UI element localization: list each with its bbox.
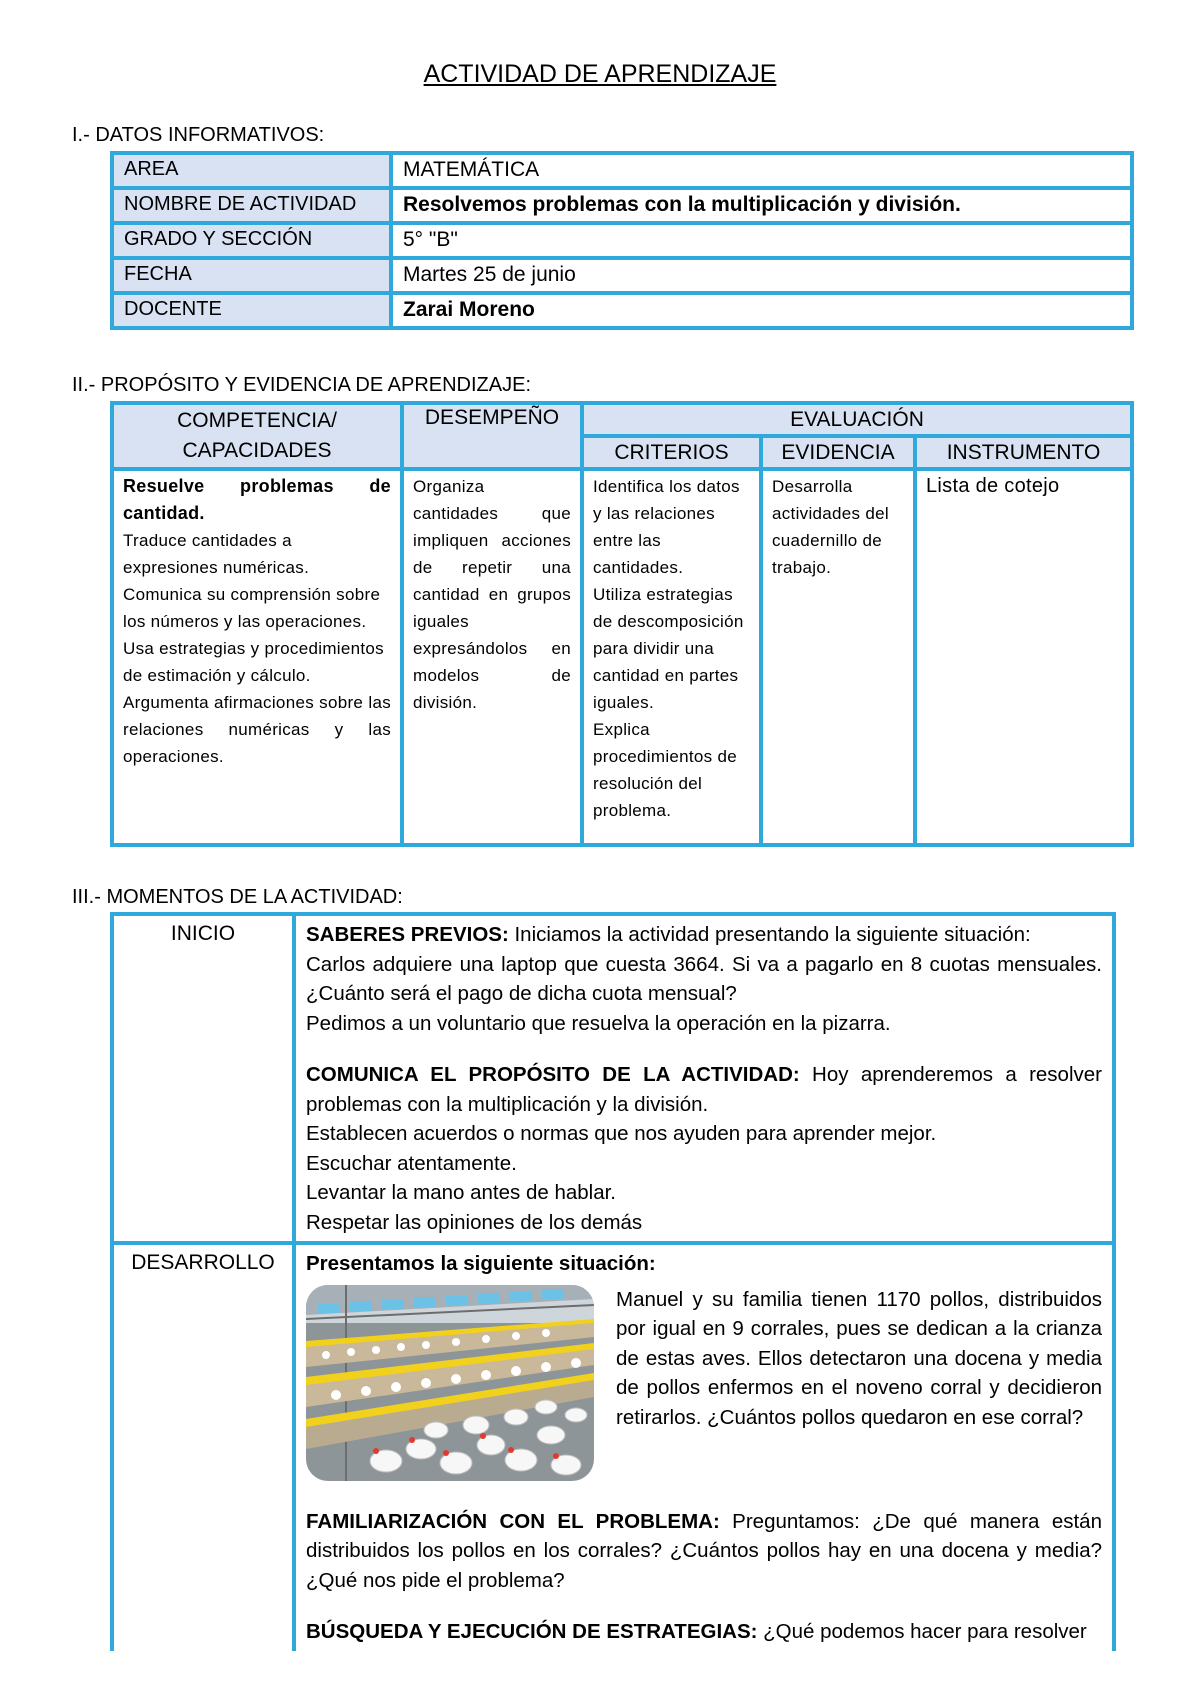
header-criterios: CRITERIOS xyxy=(582,436,761,469)
capacidad-item: Comunica su comprensión sobre los números y las operaciones. xyxy=(123,585,381,631)
capacidad-item: Usa estrategias y procedimientos de estimación y cálculo. xyxy=(123,639,384,685)
datos-label: AREA xyxy=(112,153,391,188)
datos-row-docente xyxy=(112,293,1132,328)
datos-label: GRADO Y SECCIÓN xyxy=(112,223,391,258)
datos-row-fecha xyxy=(112,258,1132,293)
evidencia-cell: Desarrolla actividades del cuadernillo de trabajo. xyxy=(761,469,915,845)
proposito-header-row xyxy=(112,403,1132,436)
acuerdo-item: Respetar las opiniones de los demás xyxy=(306,1210,643,1234)
momento-inicio-label: INICIO xyxy=(112,914,294,1243)
saberes-previos xyxy=(306,920,1102,950)
proposito-statement xyxy=(306,1060,1102,1119)
criterios-cell xyxy=(582,469,761,845)
datos-informativos-table xyxy=(110,151,1134,330)
familiarizacion-text: Preguntamos: ¿De qué manera están distribuidos los pollos en los corrales? ¿Cuántos pollos hay en una docena y media? ¿Qué nos pide el problema? xyxy=(306,1509,1102,1592)
datos-row-actividad xyxy=(112,188,1132,223)
section-3-heading: III.- MOMENTOS DE LA ACTIVIDAD: xyxy=(72,886,403,908)
capacidad-item: Argumenta afirmaciones sobre las relaciones numéricas y las operaciones. xyxy=(123,693,391,766)
datos-value: Zarai Moreno xyxy=(391,293,1132,328)
proposito-body-row xyxy=(112,469,1132,845)
datos-label: NOMBRE DE ACTIVIDAD xyxy=(112,188,391,223)
familiarizacion xyxy=(306,1507,1102,1596)
proposito-table xyxy=(110,401,1134,847)
busqueda-title: BÚSQUEDA Y EJECUCIÓN DE ESTRATEGIAS: xyxy=(306,1620,758,1643)
momento-desarrollo-label: DESARROLLO xyxy=(112,1243,294,1651)
momento-inicio-row xyxy=(112,914,1114,1243)
momento-desarrollo-row xyxy=(112,1243,1114,1651)
volunteer-text: Pedimos a un voluntario que resuelva la operación en la pizarra. xyxy=(306,1011,891,1035)
momento-desarrollo-content xyxy=(294,1243,1114,1651)
datos-value: Resolvemos problemas con la multiplicación y división. xyxy=(391,188,1132,223)
momentos-table xyxy=(110,912,1116,1651)
instrumento-cell: Lista de cotejo xyxy=(915,469,1132,845)
section-1-heading: I.- DATOS INFORMATIVOS: xyxy=(72,124,325,146)
momento-inicio-content xyxy=(294,914,1114,1243)
situacion-title: Presentamos la siguiente situación: xyxy=(306,1252,656,1275)
situacion-block xyxy=(306,1279,1102,1485)
saberes-previos-text: Iniciamos la actividad presentando la siguiente situación: xyxy=(508,923,1031,946)
acuerdo-item: Escuchar atentamente. xyxy=(306,1151,517,1175)
criterio-item: Explica procedimientos de resolución del problema. xyxy=(593,720,738,820)
criterio-item: Identifica los datos y las relaciones entre las cantidades. xyxy=(593,477,740,577)
section-2-heading: II.- PROPÓSITO Y EVIDENCIA DE APRENDIZAJE: xyxy=(72,374,532,396)
datos-value: 5° "B" xyxy=(391,223,1132,258)
desempeno-cell: Organiza cantidades que impliquen acciones de repetir una cantidad en grupos iguales expresándolos en modelos de división. xyxy=(402,469,582,845)
header-desempeno: DESEMPEÑO xyxy=(402,403,582,469)
chicken-farm-illustration xyxy=(306,1285,594,1481)
busqueda-text: ¿Qué podemos hacer para resolver xyxy=(757,1620,1087,1643)
busqueda-estrategias xyxy=(306,1617,1102,1647)
datos-label: FECHA xyxy=(112,258,391,293)
proposito-title: COMUNICA EL PROPÓSITO DE LA ACTIVIDAD: xyxy=(306,1063,800,1086)
acuerdo-item: Levantar la mano antes de hablar. xyxy=(306,1181,616,1204)
datos-row-area xyxy=(112,153,1132,188)
header-instrumento: INSTRUMENTO xyxy=(915,436,1132,469)
capacidad-item: Traduce cantidades a expresiones numéricas. xyxy=(123,531,310,577)
saberes-previos-title: SABERES PREVIOS: xyxy=(306,923,509,946)
header-evaluacion: EVALUACIÓN xyxy=(582,403,1132,436)
situacion-text: Manuel y su familia tienen 1170 pollos, distribuidos por igual en 9 corrales, pues se dedican a la crianza de estas aves. Ellos detectaron una docena y media de pollos enfermos en el noveno corral y decidieron retirarlos. ¿Cuántos pollos quedaron en ese corral? xyxy=(616,1287,1102,1429)
criterio-item: Utiliza estrategias de descomposición para dividir una cantidad en partes iguales. xyxy=(593,585,744,712)
competencia-cell xyxy=(112,469,402,845)
familiarizacion-title: FAMILIARIZACIÓN CON EL PROBLEMA: xyxy=(306,1509,720,1533)
datos-value: Martes 25 de junio xyxy=(391,258,1132,293)
datos-label: DOCENTE xyxy=(112,293,391,328)
document-title: ACTIVIDAD DE APRENDIZAJE xyxy=(423,60,777,88)
datos-value: MATEMÁTICA xyxy=(391,153,1132,188)
header-competencia: COMPETENCIA/ CAPACIDADES xyxy=(112,403,402,469)
datos-row-grado xyxy=(112,223,1132,258)
laptop-problem: Carlos adquiere una laptop que cuesta 3664. Si va a pagarlo en 8 cuotas mensuales. ¿Cuánto será el pago de dicha cuota mensual? xyxy=(306,952,1102,1005)
proposito-text: Hoy aprenderemos a resolver problemas con la multiplicación y la división. xyxy=(306,1063,1102,1116)
competencia-title: Resuelve problemas de cantidad. xyxy=(123,476,391,523)
acuerdo-item: Establecen acuerdos o normas que nos ayuden para aprender mejor. xyxy=(306,1122,937,1145)
header-evidencia: EVIDENCIA xyxy=(761,436,915,469)
